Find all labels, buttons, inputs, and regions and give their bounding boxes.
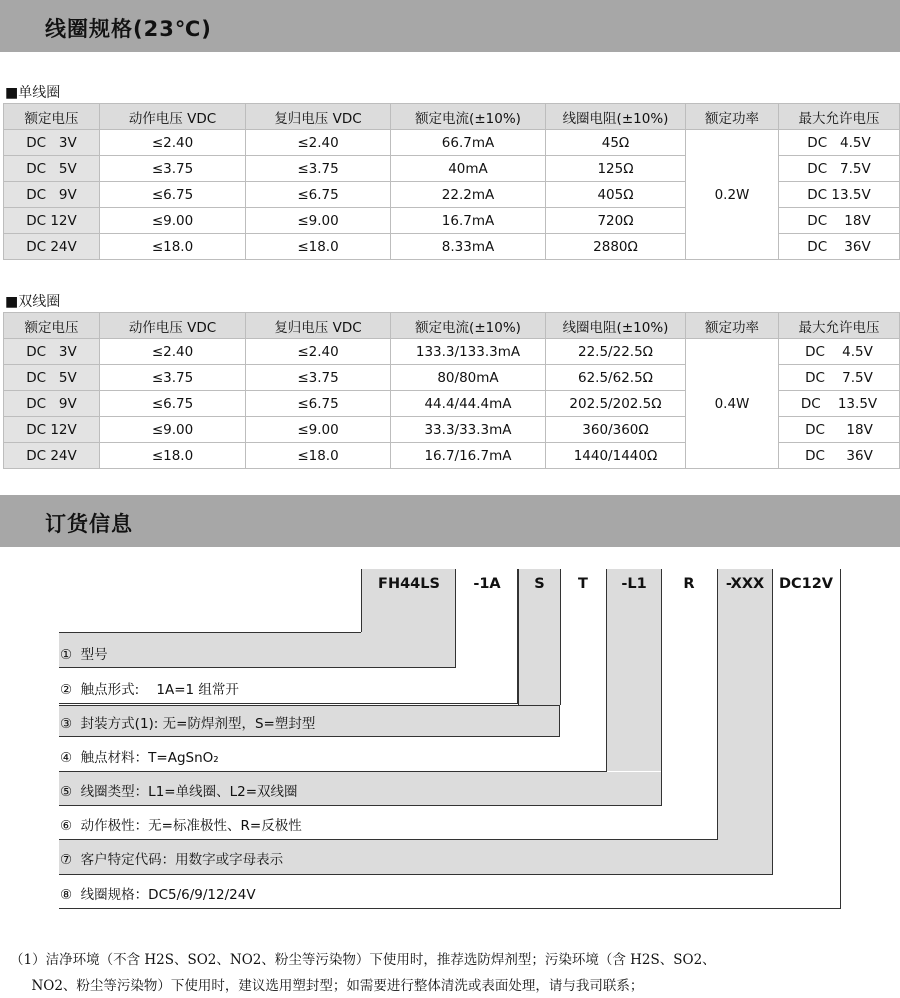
table-body	[4, 130, 900, 260]
table-cell: DC 13.5V	[779, 391, 900, 417]
table-cell: ≤3.75	[100, 156, 246, 182]
table-row	[4, 339, 900, 365]
table-header-row	[4, 104, 900, 130]
table-cell: DC 36V	[779, 234, 900, 260]
table-cell: DC 12V	[4, 417, 100, 443]
order-code-polarity: R	[683, 576, 695, 592]
order-code-package: S	[534, 576, 545, 592]
table-cell: ≤6.75	[100, 182, 246, 208]
table-cell: 720Ω	[546, 208, 686, 234]
table-cell: DC 13.5V	[779, 182, 900, 208]
table-cell: DC 9V	[4, 182, 100, 208]
order-item-custom-code: ⑦ 客户特定代码：用数字或字母表示	[60, 852, 284, 868]
table-cell: DC 5V	[4, 365, 100, 391]
order-item-coil-type: ⑤ 线圈类型：L1=单线圈、L2=双线圈	[60, 784, 298, 800]
table-cell: DC 24V	[4, 443, 100, 469]
table-cell: DC 7.5V	[779, 156, 900, 182]
table-cell: ≤3.75	[246, 156, 391, 182]
power-cell: 0.4W	[686, 339, 779, 469]
table-cell: DC 36V	[779, 443, 900, 469]
table-cell: 62.5/62.5Ω	[546, 365, 686, 391]
section-title-coil-spec: 线圈规格(23℃)	[45, 17, 212, 41]
footnote-line-1: （1）洁净环境（不含 H2S、SO2、NO2、粉尘等污染物）下使用时，推荐选防焊剂型；污染环境（含 H2S、SO2、	[10, 952, 716, 968]
table-cell: ≤2.40	[246, 130, 391, 156]
table-cell: ≤18.0	[100, 234, 246, 260]
order-code-model: FH44LS	[378, 576, 440, 592]
table-row	[4, 130, 900, 156]
table-cell: DC 5V	[4, 156, 100, 182]
table-cell: DC 9V	[4, 391, 100, 417]
table-cell: DC 18V	[779, 208, 900, 234]
table-cell: 8.33mA	[391, 234, 546, 260]
col-header: 额定电流(±10%)	[391, 313, 546, 339]
table-cell: ≤2.40	[246, 339, 391, 365]
col-header: 复归电压 VDC	[246, 104, 391, 130]
order-box-custom-fill	[718, 569, 772, 840]
single-coil-label: ■单线圈	[5, 85, 61, 101]
col-header: 动作电压 VDC	[100, 313, 246, 339]
double-coil-label: ■双线圈	[5, 294, 61, 310]
col-header: 动作电压 VDC	[100, 104, 246, 130]
col-header: 复归电压 VDC	[246, 313, 391, 339]
order-item-model: ① 型号	[60, 647, 108, 663]
col-header: 额定功率	[686, 313, 779, 339]
table-cell: 405Ω	[546, 182, 686, 208]
table-cell: ≤9.00	[246, 417, 391, 443]
table-cell: ≤3.75	[100, 365, 246, 391]
table-cell: ≤6.75	[246, 391, 391, 417]
table-cell: ≤6.75	[246, 182, 391, 208]
table-cell: DC 4.5V	[779, 130, 900, 156]
table-cell: 40mA	[391, 156, 546, 182]
order-code-material: T	[578, 576, 588, 592]
order-code-coil-type: -L1	[621, 576, 647, 592]
table-cell: 33.3/33.3mA	[391, 417, 546, 443]
table-cell: DC 12V	[4, 208, 100, 234]
table-cell: ≤6.75	[100, 391, 246, 417]
order-code-contact: -1A	[473, 576, 501, 592]
table-cell: 16.7mA	[391, 208, 546, 234]
order-box-coil-spec-rise	[840, 569, 841, 875]
order-item-polarity: ⑥ 动作极性：无=标准极性、R=反极性	[60, 818, 302, 834]
table-cell: 125Ω	[546, 156, 686, 182]
table-cell: ≤2.40	[100, 339, 246, 365]
order-item-coil-spec: ⑧ 线圈规格：DC5/6/9/12/24V	[60, 887, 256, 903]
footnote-line-2: NO2、粉尘等污染物）下使用时，建议选用塑封型；如需要进行整体清洗或表面处理，请与我司联系；	[10, 978, 644, 994]
table-cell: ≤9.00	[246, 208, 391, 234]
table-cell: 44.4/44.4mA	[391, 391, 546, 417]
col-header: 最大允许电压	[779, 104, 900, 130]
table-cell: 22.5/22.5Ω	[546, 339, 686, 365]
table-cell: ≤9.00	[100, 417, 246, 443]
order-code-custom: -XXX	[725, 576, 765, 592]
double-coil-table	[3, 312, 900, 469]
table-cell: 1440/1440Ω	[546, 443, 686, 469]
order-box-custom-right	[772, 569, 773, 840]
table-cell: DC 4.5V	[779, 339, 900, 365]
table-cell: 360/360Ω	[546, 417, 686, 443]
single-coil-table	[3, 103, 900, 260]
order-code-coil-spec: DC12V	[778, 576, 834, 592]
table-cell: ≤18.0	[246, 443, 391, 469]
table-cell: ≤2.40	[100, 130, 246, 156]
col-header: 线圈电阻(±10%)	[546, 104, 686, 130]
table-cell: ≤18.0	[246, 234, 391, 260]
table-cell: 80/80mA	[391, 365, 546, 391]
col-header: 额定功率	[686, 104, 779, 130]
table-cell: DC 3V	[4, 339, 100, 365]
col-header: 线圈电阻(±10%)	[546, 313, 686, 339]
table-cell: 16.7/16.7mA	[391, 443, 546, 469]
table-cell: 22.2mA	[391, 182, 546, 208]
col-header: 额定电流(±10%)	[391, 104, 546, 130]
table-cell: 202.5/202.5Ω	[546, 391, 686, 417]
section-title-ordering: 订货信息	[45, 512, 133, 536]
table-cell: ≤9.00	[100, 208, 246, 234]
power-cell: 0.2W	[686, 130, 779, 260]
table-cell: DC 24V	[4, 234, 100, 260]
table-cell: ≤18.0	[100, 443, 246, 469]
table-body	[4, 339, 900, 469]
table-cell: DC 18V	[779, 417, 900, 443]
table-cell: 45Ω	[546, 130, 686, 156]
col-header: 最大允许电压	[779, 313, 900, 339]
table-cell: 133.3/133.3mA	[391, 339, 546, 365]
table-header-row	[4, 313, 900, 339]
col-header: 额定电压	[4, 104, 100, 130]
col-header: 额定电压	[4, 313, 100, 339]
table-cell: 2880Ω	[546, 234, 686, 260]
order-item-package: ③ 封装方式(1): 无=防焊剂型，S=塑封型	[60, 716, 316, 732]
section-header-ordering	[0, 495, 900, 547]
table-cell: DC 3V	[4, 130, 100, 156]
table-cell: DC 7.5V	[779, 365, 900, 391]
order-item-contact-form: ② 触点形式: 1A=1 组常开	[60, 682, 239, 698]
table-cell: 66.7mA	[391, 130, 546, 156]
order-item-contact-material: ④ 触点材料：T=AgSnO₂	[60, 750, 219, 766]
table-cell: ≤3.75	[246, 365, 391, 391]
